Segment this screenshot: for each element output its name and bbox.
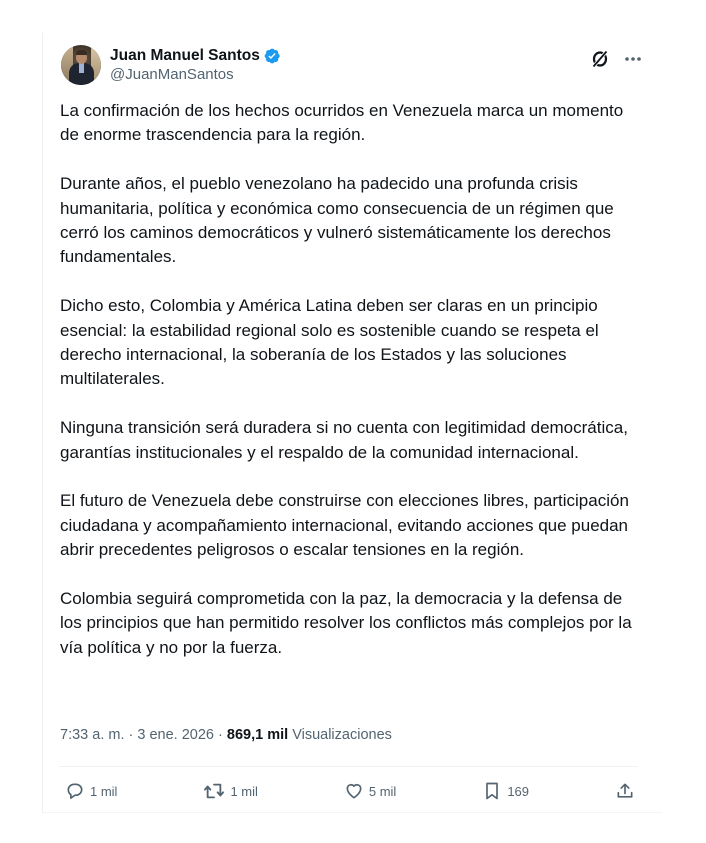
- repost-button[interactable]: [203, 781, 257, 801]
- header-actions: [590, 49, 642, 69]
- reply-count: 1 mil: [90, 783, 118, 799]
- like-button[interactable]: [344, 781, 396, 801]
- author-display-name[interactable]: Juan Manuel Santos: [110, 47, 260, 64]
- reply-button[interactable]: [65, 781, 117, 801]
- bookmark-icon: [482, 781, 502, 801]
- author-handle[interactable]: @JuanManSantos: [110, 66, 234, 83]
- repost-icon: [203, 781, 225, 801]
- avatar[interactable]: [61, 45, 101, 85]
- like-count: 5 mil: [368, 783, 397, 799]
- tweet-header: [61, 43, 642, 87]
- grok-icon[interactable]: [590, 49, 610, 69]
- tweet-paragraph: Ninguna transición será duradera si no cuenta con legitimidad democrática, garantías institucionales y el respaldo de la comunidad internacional.: [60, 418, 628, 462]
- tweet-time[interactable]: 7:33 a. m.: [60, 727, 125, 743]
- heart-icon: [344, 781, 364, 801]
- repost-count: 1 mil: [230, 783, 258, 799]
- meta-separator: ·: [128, 727, 134, 743]
- verified-badge-icon: [263, 47, 281, 65]
- tweet-date[interactable]: 3 ene. 2026: [137, 727, 214, 743]
- tweet-paragraph: La confirmación de los hechos ocurridos en Venezuela marca un momento de enorme trascendencia para la región.: [60, 101, 624, 145]
- tweet-card: [42, 33, 662, 813]
- bookmark-count: 169: [507, 783, 530, 799]
- tweet-actions: [65, 778, 635, 804]
- tweet-paragraph: El futuro de Venezuela debe construirse con elecciones libres, participación ciudadana y acompañamiento internacional, evitando acciones que puedan abrir precedentes peligrosos o escalar tensiones en la región.: [60, 491, 629, 560]
- tweet-metadata: [60, 727, 392, 743]
- meta-separator: ·: [218, 727, 223, 743]
- author-info: [110, 46, 281, 84]
- tweet-paragraph: Colombia seguirá comprometida con la paz, la democracia y la defensa de los principios que han permitido resolver los conflictos más complejos por la vía política y no por la fuerza.: [60, 589, 632, 657]
- share-button[interactable]: [615, 781, 635, 801]
- views-label: Visualizaciones: [292, 727, 392, 743]
- tweet-paragraph: Dicho esto, Colombia y América Latina deben ser claras en un principio esencial: la estabilidad regional solo es sostenible cuando se respeta el derecho internacional, la soberanía de los Estados y las soluciones multilaterales.: [60, 296, 599, 389]
- share-icon: [615, 781, 635, 801]
- more-horizontal-icon[interactable]: [624, 56, 642, 62]
- bookmark-button[interactable]: [482, 781, 529, 801]
- divider: [59, 766, 638, 767]
- tweet-text: [60, 99, 640, 685]
- views-count: 869,1 mil: [226, 727, 289, 743]
- tweet-paragraph: Durante años, el pueblo venezolano ha padecido una profunda crisis humanitaria, política y económica como consecuencia de un régimen que cerró los caminos democráticos y vulneró sistemáticamente los derechos fundamentales.: [60, 174, 614, 267]
- reply-icon: [65, 781, 85, 801]
